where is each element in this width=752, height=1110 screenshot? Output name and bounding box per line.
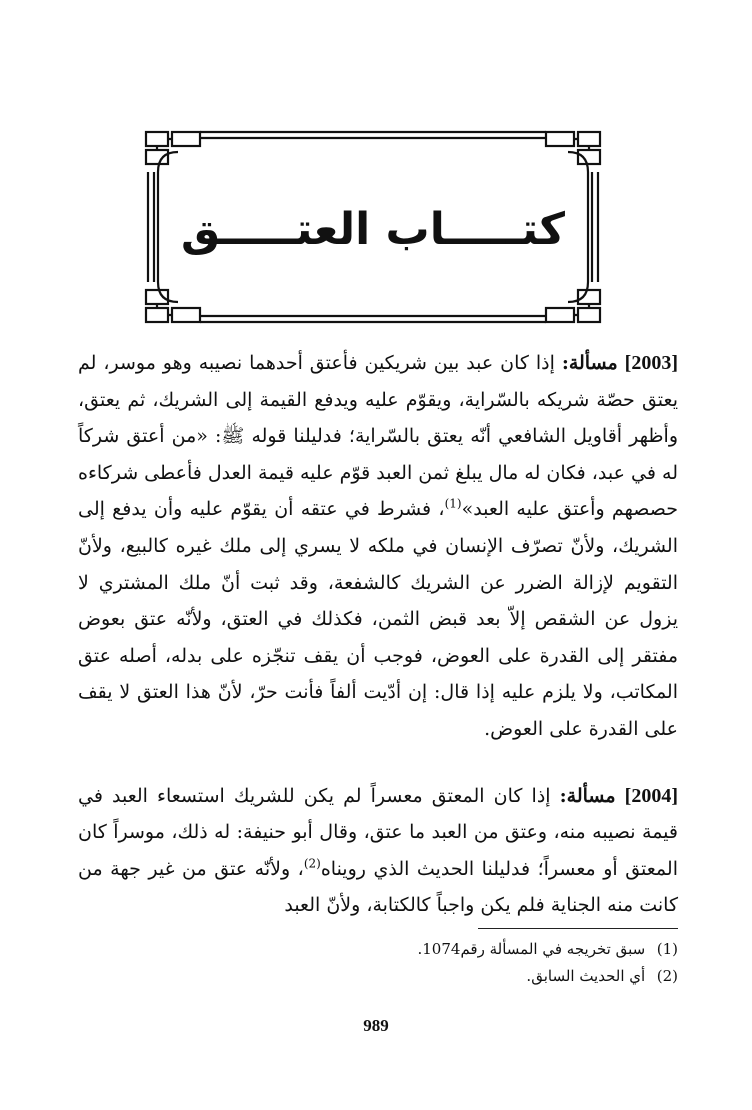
- issue-keyword: مسألة:: [561, 352, 618, 374]
- paragraph-text: ، ولأنّه عتق من غير جهة من كانت منه الجناية فلم يكن واجباً كالكتابة، ولأنّ العبد: [78, 857, 678, 917]
- footnotes: [78, 936, 678, 990]
- chapter-title: كتـــــاب العتـــــق: [180, 204, 566, 255]
- footnote-number: (1): [656, 940, 678, 958]
- footnote-item: [78, 936, 678, 963]
- footnote-divider: [478, 928, 678, 929]
- issue-number: [2003]: [624, 352, 678, 374]
- issue-paragraph: [78, 778, 678, 924]
- paragraph-text: ، فشرط في عتقه أن يقوّم عليه وأن يدفع إلى الشريك، ولأنّ تصرّف الإنسان في ملكه لا يسري إلى ملك غيره كالبيع، ولأنّ التقويم لإزالة الضرر عن الشريك كالشفعة، وقد ثبت أنّ ملك المشتري لا يزول عن الشقص إلاّ بعد قبض الثمن، فكذلك في العتق، ولأنّه عتق بعوض مفتقر إلى القدرة على العوض، فوجب أن يقف تنجّزه على بدله، أصله عتق المكاتب، ولا يلزم عليه إذا قال: إن أدّيت ألفاً فأنت حرّ، لأنّ هذا العتق لا يقف على القدرة على العوض.: [78, 498, 678, 740]
- page-number: 989: [363, 1016, 389, 1035]
- footnote-reference: (1): [444, 497, 462, 512]
- issue-number: [2004]: [624, 784, 678, 807]
- page-body: [78, 345, 678, 924]
- chapter-title-frame: [142, 128, 604, 326]
- footnote-number: (2): [656, 967, 678, 985]
- paragraph-text: إذا كان عبد بين شريكين فأعتق أحدهما نصيبه وهو موسر، لم يعتق حصّة شريكه بالسّراية، ويقوّم عليه ويدفع القيمة إلى الشريك، ثم يعتق، وأظهر أقاويل الشافعي أنّه يعتق بالسّراية؛ فدليلنا قوله ﷺ: «من أعتق شركاً له في عبد، فكان له مال يبلغ ثمن العبد قوّم عليه قيمة العدل فأعطى شركاءه حصصهم وأعتق عليه العبد»: [78, 352, 679, 521]
- issue-paragraph: [78, 345, 678, 748]
- issue-keyword: مسألة:: [559, 784, 616, 807]
- footnote-text: أي الحديث السابق.: [526, 967, 646, 985]
- paragraph-text: إذا كان المعتق معسراً لم يكن للشريك استسعاء العبد في قيمة نصيبه منه، وعتق من العبد ما عتق، وقال أبو حنيفة: له ذلك، موسراً كان المعتق أو معسراً؛ فدليلنا الحديث الذي رويناه: [78, 784, 678, 880]
- footnote-text: سبق تخريجه في المسألة رقم1074.: [417, 940, 646, 958]
- footnote-reference: (2): [303, 856, 321, 871]
- footnote-item: [78, 963, 678, 990]
